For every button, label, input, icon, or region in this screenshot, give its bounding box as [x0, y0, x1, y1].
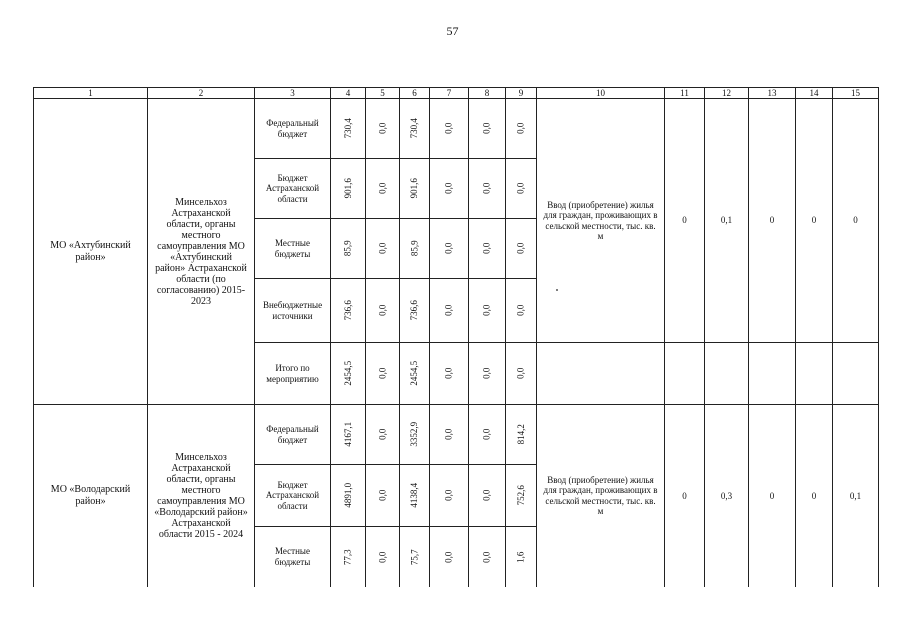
- column-number-row: [34, 88, 879, 99]
- value-cell: 0,0: [506, 343, 537, 405]
- value-cell: 0,0: [469, 465, 506, 527]
- value-cell: 814,2: [506, 405, 537, 465]
- funding-source: Внебюджетные источники: [255, 279, 331, 343]
- indicator-value: 0: [749, 405, 796, 587]
- value-cell: 0,0: [430, 219, 469, 279]
- value-cell: 0,0: [430, 527, 469, 587]
- value-cell: 4891,0: [331, 465, 366, 527]
- empty-cell: [796, 343, 833, 405]
- empty-cell: [665, 343, 705, 405]
- value-cell: 85,9: [400, 219, 430, 279]
- value-cell: 0,0: [469, 405, 506, 465]
- funding-source: Бюджет Астраханской области: [255, 465, 331, 527]
- column-number: 14: [796, 88, 833, 99]
- indicator-value: 0: [665, 99, 705, 343]
- value-cell: 4138,4: [400, 465, 430, 527]
- column-number: 7: [430, 88, 469, 99]
- column-number: 3: [255, 88, 331, 99]
- value-cell: 0,0: [469, 343, 506, 405]
- column-number: 1: [34, 88, 148, 99]
- value-cell: 0,0: [366, 527, 400, 587]
- value-cell: 736,6: [331, 279, 366, 343]
- funding-source: Бюджет Астраханской области: [255, 159, 331, 219]
- empty-cell: [749, 343, 796, 405]
- column-number: 11: [665, 88, 705, 99]
- table-row: [34, 405, 879, 465]
- value-cell: 4167,1: [331, 405, 366, 465]
- value-cell: 736,6: [400, 279, 430, 343]
- value-cell: 901,6: [331, 159, 366, 219]
- value-cell: 0,0: [469, 159, 506, 219]
- column-number: 10: [537, 88, 665, 99]
- indicator-value: 0,1: [705, 99, 749, 343]
- page-number: 57: [446, 24, 459, 38]
- column-number: 4: [331, 88, 366, 99]
- column-number: 6: [400, 88, 430, 99]
- value-cell: 77,3: [331, 527, 366, 587]
- column-number: 9: [506, 88, 537, 99]
- value-cell: 0,0: [506, 159, 537, 219]
- value-cell: 85,9: [331, 219, 366, 279]
- value-cell: 0,0: [506, 219, 537, 279]
- funding-source: Итого по мероприятию: [255, 343, 331, 405]
- value-cell: 0,0: [430, 465, 469, 527]
- indicator-value: 0,3: [705, 405, 749, 587]
- value-cell: 0,0: [469, 279, 506, 343]
- funding-source: Местные бюджеты: [255, 219, 331, 279]
- value-cell: 0,0: [366, 99, 400, 159]
- value-cell: 0,0: [430, 159, 469, 219]
- indicator-value: 0: [833, 99, 879, 343]
- column-number: 12: [705, 88, 749, 99]
- indicator-value: 0: [749, 99, 796, 343]
- empty-cell: [705, 343, 749, 405]
- value-cell: 2454,5: [331, 343, 366, 405]
- empty-cell: [537, 343, 665, 405]
- value-cell: 0,0: [366, 343, 400, 405]
- value-cell: 2454,5: [400, 343, 430, 405]
- column-number: 15: [833, 88, 879, 99]
- value-cell: 0,0: [366, 279, 400, 343]
- value-cell: 0,0: [430, 405, 469, 465]
- value-cell: 901,6: [400, 159, 430, 219]
- value-cell: 730,4: [331, 99, 366, 159]
- value-cell: 0,0: [366, 405, 400, 465]
- value-cell: 752,6: [506, 465, 537, 527]
- value-cell: 0,0: [469, 219, 506, 279]
- value-cell: 0,0: [469, 527, 506, 587]
- value-cell: 0,0: [469, 99, 506, 159]
- value-cell: 730,4: [400, 99, 430, 159]
- indicator-value: 0: [796, 405, 833, 587]
- funding-source: Местные бюджеты: [255, 527, 331, 587]
- column-number: 5: [366, 88, 400, 99]
- value-cell: 1,6: [506, 527, 537, 587]
- indicator-value: 0: [665, 405, 705, 587]
- value-cell: 3352,9: [400, 405, 430, 465]
- column-number: 8: [469, 88, 506, 99]
- executor-text: Минсельхоз Астраханской области, органы местного самоуправления МО «Володарский район» Астраханской области 2015 - 2024: [148, 405, 255, 587]
- value-cell: 0,0: [430, 279, 469, 343]
- table-row: [34, 99, 879, 159]
- value-cell: 0,0: [366, 465, 400, 527]
- value-cell: 0,0: [430, 343, 469, 405]
- value-cell: 0,0: [506, 279, 537, 343]
- indicator-text: Ввод (приобретение) жилья для граждан, проживающих в сельской местности, тыс. кв. м: [537, 99, 665, 343]
- value-cell: 75,7: [400, 527, 430, 587]
- value-cell: 0,0: [366, 159, 400, 219]
- indicator-text: Ввод (приобретение) жилья для граждан, проживающих в сельской местности, тыс. кв. м: [537, 405, 665, 587]
- municipality-name: МО «Володарский район»: [34, 405, 148, 587]
- column-number: 2: [148, 88, 255, 99]
- executor-text: Минсельхоз Астраханской области, органы местного самоуправления МО «Ахтубинский район» Астраханской области (по согласованию) 2015-2023: [148, 99, 255, 405]
- value-cell: 0,0: [506, 99, 537, 159]
- column-number: 13: [749, 88, 796, 99]
- funding-source: Федеральный бюджет: [255, 405, 331, 465]
- value-cell: 0,0: [366, 219, 400, 279]
- indicator-value: 0: [796, 99, 833, 343]
- funding-source: Федеральный бюджет: [255, 99, 331, 159]
- value-cell: 0,0: [430, 99, 469, 159]
- indicator-value: 0,1: [833, 405, 879, 587]
- municipality-name: МО «Ахтубинский район»: [34, 99, 148, 405]
- empty-cell: [833, 343, 879, 405]
- program-table: [33, 87, 879, 587]
- scan-speck: [556, 289, 558, 291]
